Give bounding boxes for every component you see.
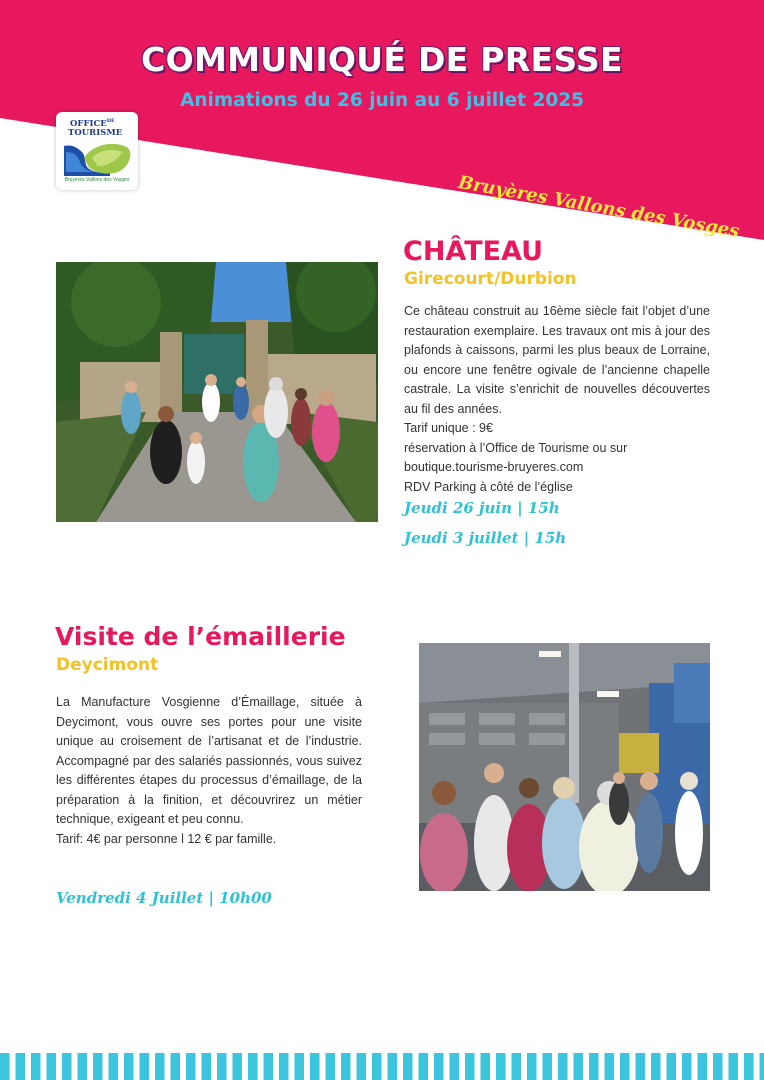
tourism-office-logo xyxy=(56,112,138,190)
event2-title: Visite de l’émaillerie xyxy=(55,622,346,651)
tagline: Bruyères Vallons des Vosges xyxy=(456,172,741,243)
event1-date-1: Jeudi 26 juin | 15h xyxy=(404,499,560,517)
event1-booking: réservation à l’Office de Tourisme ou sur xyxy=(404,440,628,455)
enamel-factory-photo xyxy=(419,643,710,891)
bottom-stripe-border xyxy=(0,1053,764,1080)
event1-meeting: RDV Parking à côté de l’église xyxy=(404,479,573,494)
logo-line2: TOURISME xyxy=(68,128,123,138)
event1-description: Ce château construit au 16ème siècle fait l’objet d’une restauration exemplaire. Les travaux ont mis à jour des plafonds à caissons, parmi les plus beaux de Lorraine, ou encore une fenêtre ogivale de l’ancienne chapelle castrale. La visite s’enrichit de nouvelles découvertes au fil des années. xyxy=(404,304,710,416)
page-subtitle: Animations du 26 juin au 6 juillet 2025 xyxy=(180,90,584,111)
logo-line3: Bruyères Vallons des Vosges xyxy=(64,177,130,183)
event1-price: Tarif unique : 9€ xyxy=(404,421,493,435)
logo-landscape-icon xyxy=(62,138,132,176)
event1-text xyxy=(404,302,710,497)
logo-line1-sup: DE xyxy=(106,118,115,124)
event2-location: Deycimont xyxy=(56,655,159,675)
event1-website: boutique.tourisme-bruyeres.com xyxy=(404,460,584,474)
event1-location: Girecourt/Durbion xyxy=(404,269,577,289)
logo-line1: OFFICE xyxy=(70,118,107,129)
event2-price: Tarif: 4€ par personne l 12 € par famille. xyxy=(56,831,277,846)
event1-date-2: Jeudi 3 juillet | 15h xyxy=(404,529,567,547)
castle-visit-photo xyxy=(56,262,378,522)
page-title: COMMUNIQUÉ DE PRESSE xyxy=(141,40,623,79)
event2-date-1: Vendredi 4 Juillet | 10h00 xyxy=(56,889,272,907)
event2-text xyxy=(56,693,362,849)
event1-title: CHÂTEAU xyxy=(403,236,544,267)
event2-description: La Manufacture Vosgienne d’Émaillage, située à Deycimont, vous ouvre ses portes pour une visite unique au croisement de l’artisanat et de l’industrie. Accompagné par des salariés passionnés, vous suivez les différentes étapes du processus d’émaillage, de la préparation à la finition, et découvrirez un métier technique, exigeant et peu connu. xyxy=(56,695,362,826)
